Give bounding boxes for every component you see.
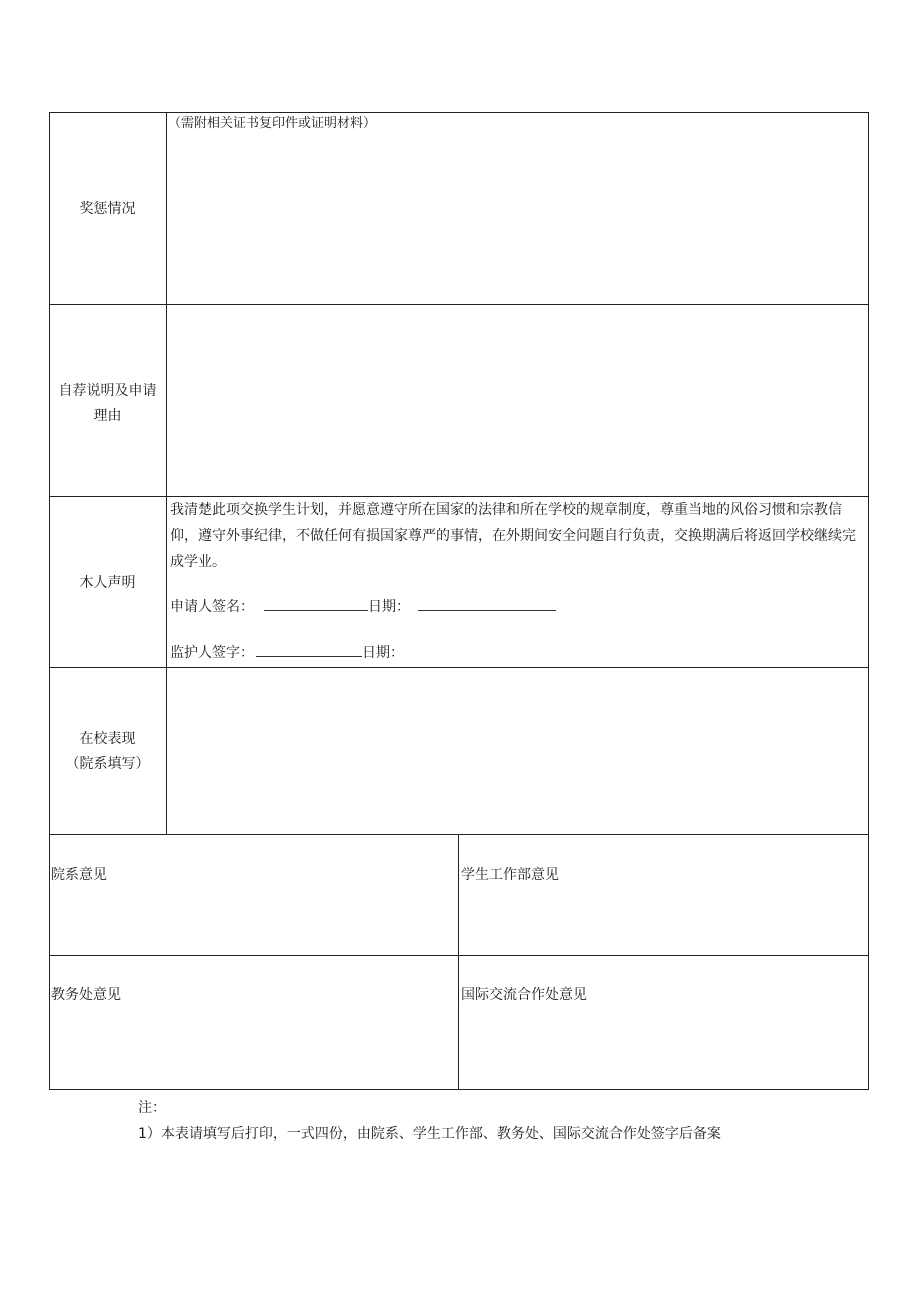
student-affairs-opinion-label: 学生工作部意见 — [461, 867, 559, 883]
awards-hint: （需附相关证书复印件或证明材料） — [168, 116, 377, 131]
row-divider-5 — [49, 955, 869, 956]
performance-label-line1: 在校表现 — [79, 731, 136, 747]
awards-label: 奖惩情况 — [79, 201, 136, 217]
table-border-bottom — [49, 1089, 869, 1090]
self-recommend-label-line2: 理由 — [93, 408, 122, 424]
declaration-label: 木人声明 — [79, 575, 136, 591]
awards-input-area[interactable] — [167, 136, 868, 304]
department-opinion-label: 院系意见 — [51, 867, 107, 883]
self-recommend-label-line1: 自荐说明及申请 — [58, 383, 157, 399]
applicant-sign-row — [170, 596, 556, 617]
guardian-sign-row — [170, 642, 404, 663]
notes-item-1: 1）本表请填写后打印，一式四份，由院系、学生工作部、教务处、国际交流合作处签字后备案 — [138, 1126, 721, 1142]
declaration-text: 我清楚此项交换学生计划，并愿意遵守所在国家的法律和所在学校的规章制度，尊重当地的风俗习惯和宗教信仰，遵守外事纪律，不做任何有损国家尊严的事情，在外期间安全问题自行负责，交换期满后将返回学校继续完成学业。 — [170, 502, 856, 570]
applicant-date-label: 日期： — [368, 599, 410, 615]
guardian-sign-field[interactable] — [256, 642, 362, 657]
guardian-date-label: 日期： — [362, 645, 404, 661]
table-border-left — [49, 112, 50, 1090]
guardian-sign-label: 监护人签字： — [170, 645, 254, 661]
self-recommend-input-area[interactable] — [167, 305, 868, 496]
opinion-column-divider — [458, 834, 459, 1090]
academic-affairs-opinion-label: 教务处意见 — [51, 987, 121, 1003]
international-opinion-label: 国际交流合作处意见 — [461, 987, 587, 1003]
table-border-top — [49, 112, 869, 113]
applicant-sign-field[interactable] — [264, 596, 368, 611]
applicant-sign-label: 申请人签名： — [170, 599, 254, 615]
row-divider-4 — [49, 834, 869, 835]
applicant-date-field[interactable] — [418, 596, 556, 611]
performance-label-line2: （院系填写） — [65, 756, 150, 772]
table-border-right — [868, 112, 869, 1090]
performance-input-area[interactable] — [167, 668, 868, 834]
notes-title: 注： — [138, 1100, 166, 1116]
